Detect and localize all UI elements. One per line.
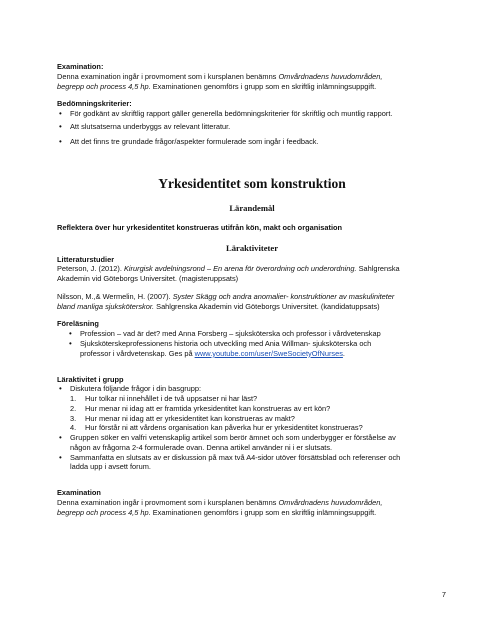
ref-text: Sahlgrenska Akademin vid Göteborgs Universitet. (kandidatuppsats) — [154, 301, 380, 311]
exam-text — [57, 508, 447, 518]
youtube-link[interactable]: www.youtube.com/user/SweSocietyOfNurses — [194, 348, 343, 358]
question-text: Hur menar ni idag att er yrkesidentitet kan konstrueras av makt? — [85, 413, 295, 423]
literature-heading: Litteraturstudier — [57, 254, 115, 264]
question-item — [57, 414, 447, 424]
ref-text: Sahlgrenska — [356, 264, 400, 274]
question-text: Hur tolkar ni innehållet i de två uppsatser ni har läst? — [85, 394, 258, 404]
group-heading: Läraktivitet i grupp — [57, 374, 124, 384]
lecture-item-cont — [57, 349, 447, 359]
ref-title: Kirurgisk avdelningsrond – En arena för överordning och underordning. — [123, 264, 357, 274]
criteria-heading: Bedömningskriterier: — [57, 99, 132, 109]
ref-text: Peterson, J. (2012). — [57, 264, 124, 274]
question-text: Hur menar ni idag att er framtida yrkesidentitet kan konstrueras av ert kön? — [85, 403, 331, 413]
group-bullet-cont: någon av frågorna 2-4 formulerade ovan. Denna artikel använder ni i er slutsats. — [70, 442, 333, 452]
criteria-item: • Att det finns tre grundade frågor/aspekter formulerade som ingår i feedback. — [57, 137, 447, 147]
exam-text-part: Denna examination ingår i provmoment som i kursplanen benämns — [57, 497, 279, 507]
exam-text-part: . Examinationen genomförs i grupp som en skriftlig inlämningsuppgift. — [148, 507, 377, 517]
learning-goal: Reflektera över hur yrkesidentitet konstrueras utifrån kön, makt och organisation — [57, 222, 343, 232]
group-intro: • Diskutera följande frågor i din basgrupp: — [57, 384, 447, 394]
criteria-item: • För godkänt av skriftlig rapport gäller generella bedömningskriterier för skriftlig och muntlig rapport. — [57, 109, 447, 119]
page-number: 7 — [441, 590, 446, 599]
lecture-item: • Profession – vad är det? med Anna Forsberg – sjuksköterska och professor i vårdvetenskap — [67, 329, 447, 339]
reference: Akademin vid Göteborgs Universitet. (magisteruppsats) — [57, 274, 239, 284]
activities-heading: Läraktiviteter — [225, 243, 279, 254]
exam-text-italic: Omvårdnadens huvudområden, — [278, 71, 383, 81]
exam-text — [57, 72, 447, 82]
reference — [57, 302, 447, 312]
lecture-text: professor i vårdvetenskap. Ges på — [80, 348, 195, 358]
criteria-item: • Att slutsatserna underbyggs av relevant litteratur. — [57, 122, 447, 132]
ref-title: Syster Skägg och andra anomalier- konstruktioner av maskuliniteter — [172, 291, 395, 301]
question-item — [57, 404, 447, 414]
exam-text — [57, 82, 447, 92]
lecture-item: • Sjuksköterskeprofessionens historia och utveckling med Ania Willman- sjuksköterska och — [67, 339, 447, 349]
reference — [57, 292, 447, 302]
ref-text: Nilsson, M.,& Wermelin, H. (2007). — [57, 291, 173, 301]
question-number: 3. — [70, 413, 77, 423]
exam-text-italic: begrepp och process 4,5 hp — [57, 507, 149, 517]
question-text: Hur förstår ni att vårdens organisation kan påverka hur er yrkesidentitet konstrueras? — [85, 423, 363, 433]
group-bullet: • Gruppen söker en valfri vetenskaplig artikel som berör ämnet och som underbygger er förståelse av — [57, 433, 447, 443]
exam-heading-2: Examination — [57, 488, 101, 498]
group-bullet-cont: ladda upp i avsett forum. — [70, 462, 151, 472]
question-number: 4. — [70, 423, 77, 433]
exam-text-part: . Examinationen genomförs i grupp som en skriftlig inlämningsuppgift. — [148, 81, 377, 91]
lecture-heading: Föreläsning — [57, 319, 99, 329]
lecture-text: . — [342, 348, 345, 358]
question-item — [57, 394, 447, 404]
exam-heading: Examination: — [57, 62, 104, 71]
exam-text-italic: begrepp och process 4,5 hp — [57, 81, 149, 91]
group-bullet: • Sammanfatta en slutsats av er diskussion på max två A4-sidor utöver försättsblad och referenser och — [57, 453, 447, 463]
section-title: Yrkesidentitet som konstruktion — [158, 176, 346, 192]
ref-title: bland manliga sjuksköterskor. — [57, 301, 155, 311]
question-item — [57, 423, 447, 433]
exam-text — [57, 498, 447, 508]
question-number: 2. — [70, 403, 77, 413]
question-number: 1. — [70, 394, 77, 404]
exam-text-italic: Omvårdnadens huvudområden, — [278, 497, 383, 507]
goals-heading: Lärandemål — [229, 203, 275, 214]
document-page — [57, 62, 447, 517]
exam-text-part: Denna examination ingår i provmoment som i kursplanen benämns — [57, 71, 279, 81]
reference — [57, 264, 447, 274]
